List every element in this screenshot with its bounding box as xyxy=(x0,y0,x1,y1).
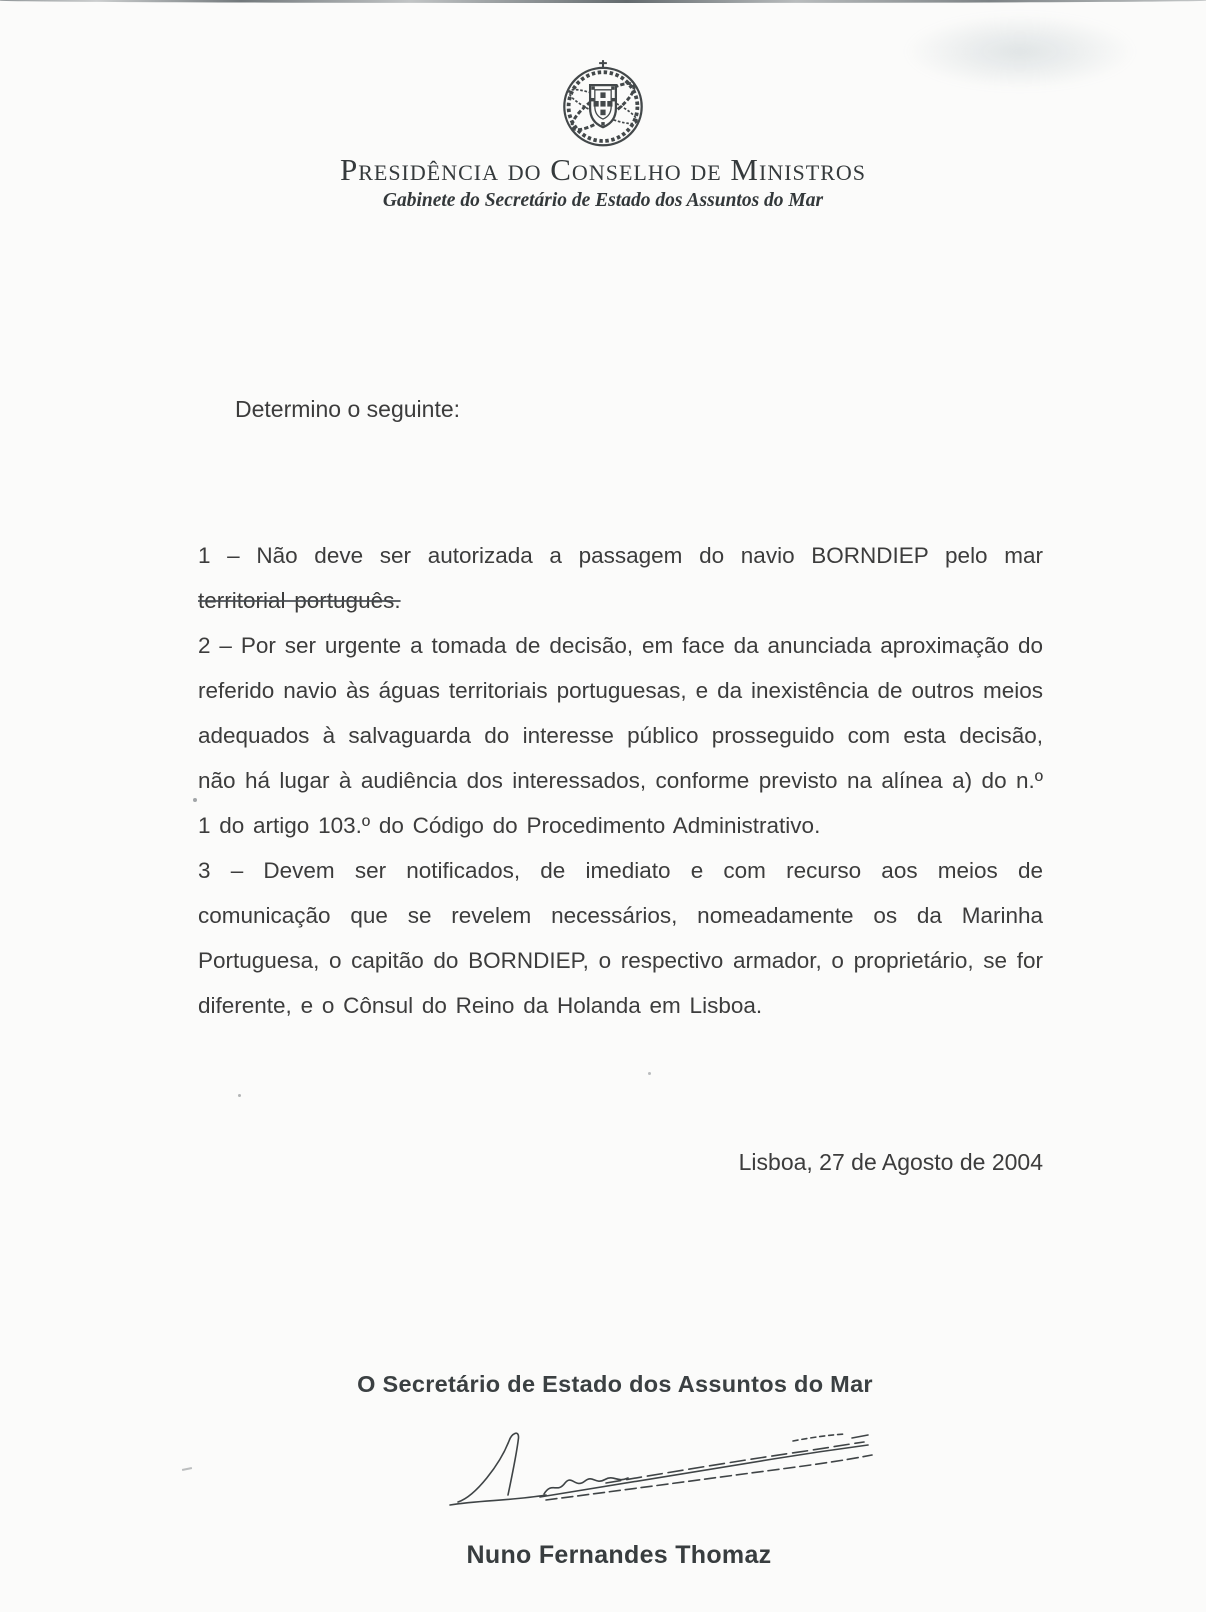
paragraph-item-1 xyxy=(198,533,1043,623)
portuguese-coat-of-arms-icon xyxy=(560,58,646,150)
letter-body xyxy=(198,533,1043,1028)
intro-line: Determino o seguinte: xyxy=(235,396,461,422)
scan-edge-line xyxy=(0,0,1206,3)
signer-name: Nuno Fernandes Thomaz xyxy=(466,1541,772,1569)
scan-speck xyxy=(182,1467,192,1471)
organization-subtitle: Gabinete do Secretário de Estado dos Assuntos do Mar xyxy=(382,189,824,211)
scan-speck xyxy=(648,1072,651,1075)
dateline: Lisboa, 27 de Agosto de 2004 xyxy=(738,1149,1043,1175)
handwritten-signature xyxy=(448,1422,883,1517)
item-1-text: 1 – Não deve ser autorizada a passagem do navio BORNDIEP pelo mar xyxy=(198,543,1043,568)
organization-title: Presidência do Conselho de Ministros xyxy=(339,152,867,187)
signature-title: O Secretário de Estado dos Assuntos do Mar xyxy=(357,1371,873,1397)
scan-speck xyxy=(238,1094,241,1097)
scan-speck xyxy=(193,798,197,802)
paragraph-item-3: 3 – Devem ser notificados, de imediato e com recurso aos meios de comunicação que se revelem necessários, nomeadamente os da Marinha Portuguesa, o capitão do BORNDIEP, o respectivo armador, o proprietário, se for diferente, e o Cônsul do Reino da Holanda em Lisboa. xyxy=(198,858,1043,1018)
letterhead xyxy=(0,58,1206,212)
paragraph-item-2: 2 – Por ser urgente a tomada de decisão, em face da anunciada aproximação do referido navio às águas territoriais portuguesas, e da inexistência de outros meios adequados à salvaguarda do interesse público prosseguido com esta decisão, não há lugar à audiência dos interessados, conforme previsto na alínea a) do n.º 1 do artigo 103.º do Código do Procedimento Administrativo. xyxy=(198,633,1043,838)
item-1-struck-text: territorial português. xyxy=(198,588,401,613)
